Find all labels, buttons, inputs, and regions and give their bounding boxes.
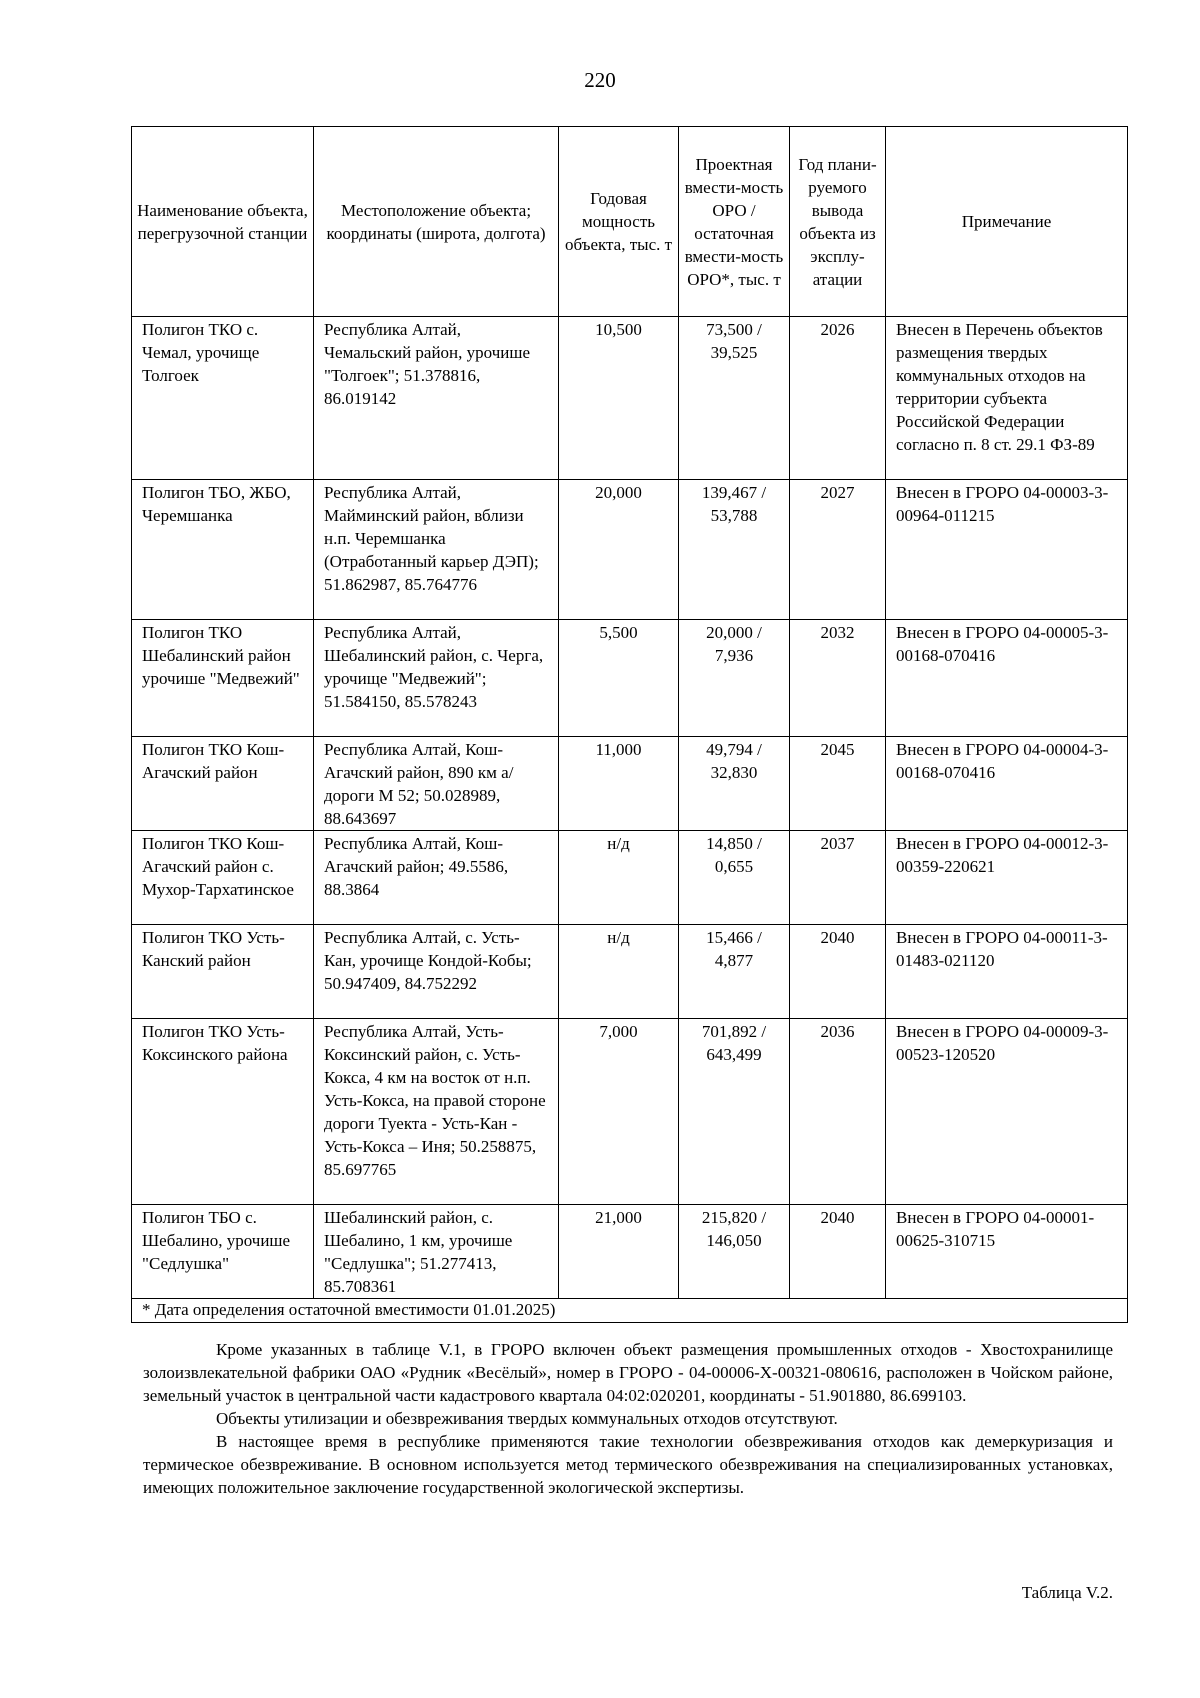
table-caption: Таблица V.2. (1021, 1583, 1113, 1602)
cell-location: Шебалинский район, с. Шебалино, 1 км, урочише "Седлушка"; 51.277413, 85.708361 (314, 1205, 559, 1299)
cell-capacity: 11,000 (559, 737, 679, 831)
cell-note: Внесен в Перечень объектов размещения твердых коммунальных отходов на территории субъекта Российской Федерации согласно п. 8 ст. 29.1 ФЗ-89 (886, 317, 1128, 480)
waste-facilities-table (131, 126, 1128, 1323)
volume-remaining: 32,830 (710, 763, 758, 782)
cell-volume (679, 480, 790, 620)
cell-capacity: 7,000 (559, 1019, 679, 1205)
cell-year: 2037 (790, 831, 886, 925)
volume-total: 73,500 / (706, 320, 762, 339)
cell-year: 2045 (790, 737, 886, 831)
volume-remaining: 146,050 (706, 1231, 762, 1250)
header-capacity: Годовая мощность объекта, тыс. т (559, 127, 679, 317)
cell-name: Полигон ТКО Кош-Агачский район с. Мухор-Тархатинское (132, 831, 314, 925)
paragraph: Кроме указанных в таблице V.1, в ГРОРО включен объект размещения промышленных отходов - Хвостохранилище золоизвлекательной фабрики ОАО «Рудник «Весёлый», номер в ГРОРО - 04-00006-Х-00321-080616, расположен в Чойском районе, земельный участок в центральной части кадастрового квартала 04:02:020201, координаты - 51.901880, 86.699103. (143, 1340, 1113, 1405)
cell-name: Полигон ТБО с. Шебалино, урочише "Седлушка" (132, 1205, 314, 1299)
paragraph: Объекты утилизации и обезвреживания твердых коммунальных отходов отсутствуют. (216, 1409, 838, 1428)
cell-capacity: 20,000 (559, 480, 679, 620)
cell-volume (679, 620, 790, 737)
header-name: Наименование объекта, перегрузочной станции (132, 127, 314, 317)
volume-remaining: 4,877 (714, 951, 754, 970)
cell-year: 2026 (790, 317, 886, 480)
cell-location: Республика Алтай, Чемальский район, урочише "Толгоек"; 51.378816, 86.019142 (314, 317, 559, 480)
header-location: Местоположение объекта; координаты (широта, долгота) (314, 127, 559, 317)
header-volume: Проектная вмести-мость ОРО / остаточная вмести-мость ОРО*, тыс. т (679, 127, 790, 317)
cell-note: Внесен в ГРОРО 04-00005-3-00168-070416 (886, 620, 1128, 737)
cell-volume (679, 1205, 790, 1299)
cell-note: Внесен в ГРОРО 04-00004-3-00168-070416 (886, 737, 1128, 831)
table-row (132, 1019, 1128, 1205)
cell-volume (679, 925, 790, 1019)
header-note: Примечание (886, 127, 1128, 317)
volume-remaining: 643,499 (706, 1045, 762, 1064)
cell-year: 2040 (790, 925, 886, 1019)
cell-location: Республика Алтай, Кош-Агачский район; 49.5586, 88.3864 (314, 831, 559, 925)
cell-year: 2036 (790, 1019, 886, 1205)
table-footnote: * Дата определения остаточной вместимости 01.01.2025) (132, 1299, 1128, 1323)
volume-remaining: 39,525 (710, 343, 758, 362)
cell-name: Полигон ТКО Кош-Агачский район (132, 737, 314, 831)
table-footnote-row (132, 1299, 1128, 1323)
volume-remaining: 7,936 (714, 646, 754, 665)
volume-remaining: 53,788 (710, 506, 758, 525)
table-header-row (132, 127, 1128, 317)
volume-total: 20,000 / (706, 623, 762, 642)
volume-remaining: 0,655 (714, 857, 754, 876)
cell-year: 2032 (790, 620, 886, 737)
cell-note: Внесен в ГРОРО 04-00011-3-01483-021120 (886, 925, 1128, 1019)
cell-location: Республика Алтай, с. Усть-Кан, урочище Кондой-Кобы; 50.947409, 84.752292 (314, 925, 559, 1019)
cell-capacity: 21,000 (559, 1205, 679, 1299)
volume-total: 139,467 / (701, 483, 767, 502)
table-row (132, 737, 1128, 831)
cell-name: Полигон ТКО Усть-Коксинского района (132, 1019, 314, 1205)
cell-volume (679, 831, 790, 925)
body-text (143, 1338, 1113, 1499)
cell-name: Полигон ТКО Усть-Канский район (132, 925, 314, 1019)
cell-location: Республика Алтай, Шебалинский район, с. Черга, урочище "Медвежий"; 51.584150, 85.578243 (314, 620, 559, 737)
volume-total: 701,892 / (701, 1022, 767, 1041)
cell-note: Внесен в ГРОРО 04-00003-3-00964-011215 (886, 480, 1128, 620)
cell-capacity: н/д (559, 925, 679, 1019)
cell-year: 2027 (790, 480, 886, 620)
cell-location: Республика Алтай, Усть-Коксинский район, с. Усть-Кокса, 4 км на восток от н.п. Усть-Кокса, на правой стороне дороги Туекта - Усть-Кан - Усть-Кокса – Иня; 50.258875, 85.697765 (314, 1019, 559, 1205)
volume-total: 49,794 / (706, 740, 762, 759)
cell-volume (679, 737, 790, 831)
cell-note: Внесен в ГРОРО 04-00009-3-00523-120520 (886, 1019, 1128, 1205)
cell-capacity: н/д (559, 831, 679, 925)
header-year: Год плани-руемого вывода объекта из эксплу-атации (790, 127, 886, 317)
cell-name: Полигон ТБО, ЖБО, Черемшанка (132, 480, 314, 620)
table-row (132, 480, 1128, 620)
cell-year: 2040 (790, 1205, 886, 1299)
cell-capacity: 10,500 (559, 317, 679, 480)
cell-note: Внесен в ГРОРО 04-00012-3-00359-220621 (886, 831, 1128, 925)
cell-volume (679, 1019, 790, 1205)
table-row (132, 317, 1128, 480)
table-row (132, 831, 1128, 925)
page-number: 220 (584, 68, 616, 92)
volume-total: 15,466 / (706, 928, 762, 947)
cell-location: Республика Алтай, Кош-Агачский район, 890 км а/дороги М 52; 50.028989, 88.643697 (314, 737, 559, 831)
cell-location: Республика Алтай, Майминский район, вблизи н.п. Черемшанка (Отработанный карьер ДЭП); 51.862987, 85.764776 (314, 480, 559, 620)
volume-total: 215,820 / (701, 1208, 767, 1227)
cell-note: Внесен в ГРОРО 04-00001-00625-310715 (886, 1205, 1128, 1299)
cell-name: Полигон ТКО Шебалинский район урочише "Медвежий" (132, 620, 314, 737)
volume-total: 14,850 / (706, 834, 762, 853)
table-row (132, 1205, 1128, 1299)
paragraph: В настоящее время в республике применяются такие технологии обезвреживания отходов как демеркуризация и термическое обезвреживание. В основном используется метод термического обезвреживания на специализированных установках, имеющих положительное заключение государственной экологической экспертизы. (143, 1432, 1113, 1497)
cell-name: Полигон ТКО с. Чемал, урочище Толгоек (132, 317, 314, 480)
cell-capacity: 5,500 (559, 620, 679, 737)
table-row (132, 925, 1128, 1019)
table-row (132, 620, 1128, 737)
cell-volume (679, 317, 790, 480)
